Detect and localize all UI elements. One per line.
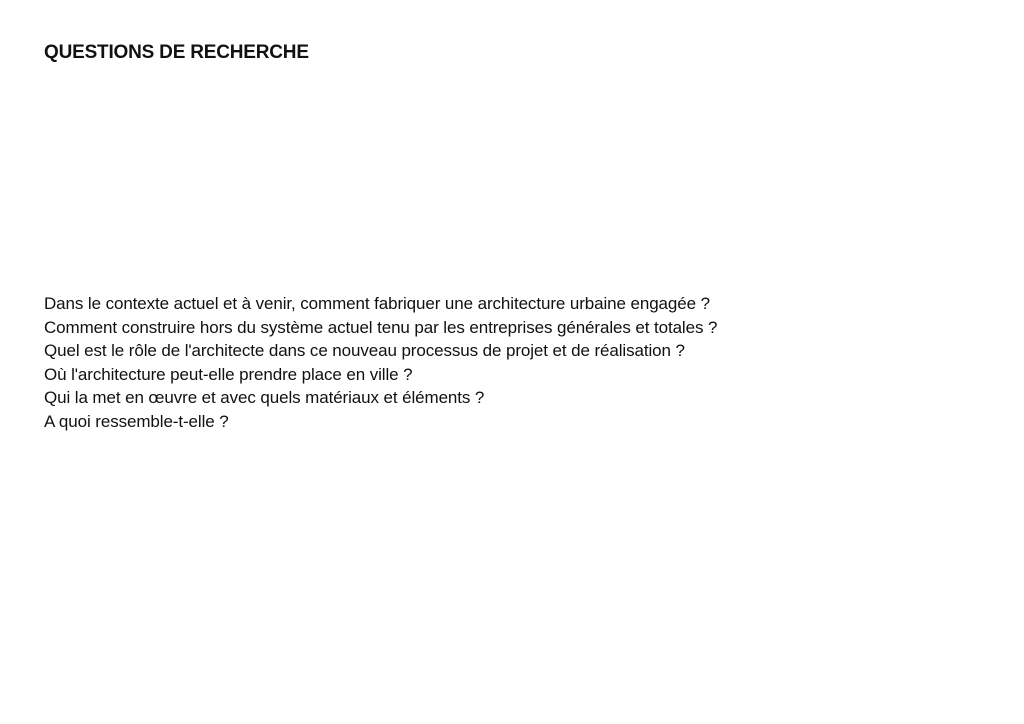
research-questions-list [44, 292, 717, 433]
research-question-3: Quel est le rôle de l'architecte dans ce nouveau processus de projet et de réalisation ? [44, 341, 685, 360]
research-question-5: Qui la met en œuvre et avec quels matériaux et éléments ? [44, 388, 485, 407]
research-question-1: Dans le contexte actuel et à venir, comment fabriquer une architecture urbaine engagée ? [44, 294, 710, 313]
research-question-2: Comment construire hors du système actuel tenu par les entreprises générales et totales ? [44, 317, 718, 337]
research-question-6: A quoi ressemble-t-elle ? [44, 411, 229, 431]
research-question-4: Où l'architecture peut-elle prendre place en ville ? [44, 364, 413, 384]
page-title: QUESTIONS DE RECHERCHE [44, 42, 309, 63]
